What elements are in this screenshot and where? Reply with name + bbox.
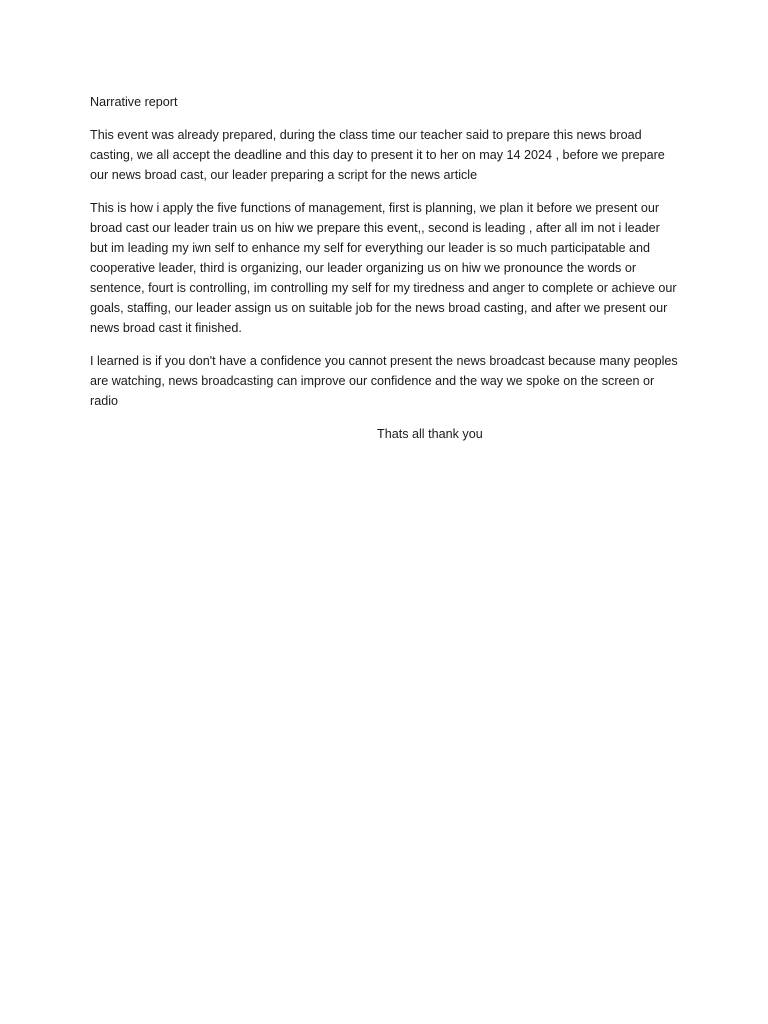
- closing-line: Thats all thank you: [377, 427, 483, 441]
- paragraph-intro: This event was already prepared, during the class time our teacher said to prepare this news broad casting, we all accept the deadline and this day to present it to her on may 14 2024 , before we prepare our news broad cast, our leader preparing a script for the news article: [90, 128, 665, 182]
- paragraph-lessons-learned: I learned is if you don't have a confidence you cannot present the news broadcast because many peoples are watching, news broadcasting can improve our confidence and the way we spoke on the screen or radio: [90, 354, 678, 408]
- document-body: [90, 92, 680, 457]
- paragraph-management-functions: This is how i apply the five functions of management, first is planning, we plan it before we present our broad cast our leader train us on hiw we prepare this event,, second is leading , after all im not i leader but im leading my iwn self to enhance my self for everything our leader is so much participatable and cooperative leader, third is organizing, our leader organizing us on hiw we pronounce the words or sentence, fourt is controlling, im controlling my self for my tiredness and anger to complete or achieve our goals, staffing, our leader assign us on suitable job for the news broad casting, and after we present our news broad cast it finished.: [90, 201, 677, 335]
- document-title: Narrative report: [90, 95, 178, 109]
